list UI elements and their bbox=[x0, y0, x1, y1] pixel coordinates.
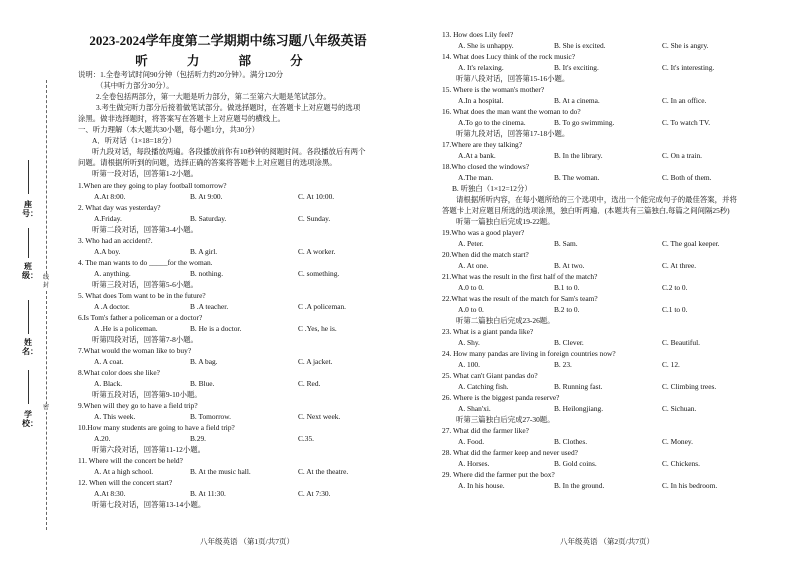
question-text: 5. What does Tom want to be in the future? bbox=[78, 291, 206, 300]
seat-number-line bbox=[28, 160, 29, 194]
answer-option[interactable]: B. At two. bbox=[554, 261, 585, 270]
instruction-line: 问题。请根据所听到的问题，选择正确的答案将答题卡上对应题目的选项涂黑。 bbox=[78, 158, 337, 167]
question-text: 13. How does Lily feel? bbox=[442, 30, 514, 39]
question-text: 19.Who was a good player? bbox=[442, 228, 525, 237]
answer-option[interactable]: B. nothing. bbox=[190, 269, 224, 278]
answer-option[interactable]: B. Running fast. bbox=[554, 382, 603, 391]
question-text: 27. What did the farmer like? bbox=[442, 426, 529, 435]
question-text: 1.When are they going to play football tomorrow? bbox=[78, 181, 227, 190]
answer-option[interactable]: B. In the ground. bbox=[554, 481, 605, 490]
cut-mark-secret: 密 bbox=[42, 405, 49, 411]
answer-option[interactable]: B. Saturday. bbox=[190, 214, 227, 223]
instruction-line: A．听对话（1×18=18分） bbox=[92, 136, 176, 145]
question-text: 7.What would the woman like to buy? bbox=[78, 346, 192, 355]
question-text: 24. How many pandas are living in foreign countries now? bbox=[442, 349, 616, 358]
answer-option[interactable]: A.At 8:00. bbox=[94, 192, 126, 201]
answer-option[interactable]: A.In a hospital. bbox=[458, 96, 504, 105]
answer-option[interactable]: A. A coat. bbox=[94, 357, 124, 366]
answer-option[interactable]: C. Climbing trees. bbox=[662, 382, 717, 391]
answer-option[interactable]: A. Shan'xi. bbox=[458, 404, 491, 413]
question-text: 3. Who had an accident?. bbox=[78, 236, 153, 245]
section-subtitle: 听 力 部 分 bbox=[135, 54, 321, 68]
exam-title: 2023-2024学年度第二学期期中练习题八年级英语 bbox=[89, 33, 367, 48]
answer-option[interactable]: C. A worker. bbox=[298, 247, 336, 256]
answer-option[interactable]: B. To go swimming. bbox=[554, 118, 615, 127]
question-text: 14. What does Lucy think of the rock music? bbox=[442, 52, 576, 61]
answer-option[interactable]: C. Money. bbox=[662, 437, 693, 446]
instruction-line: 听第一段对话，回答第1-2小题。 bbox=[92, 169, 198, 178]
answer-option[interactable]: A .He is a policeman. bbox=[94, 324, 158, 333]
answer-option[interactable]: C. Chickens. bbox=[662, 459, 700, 468]
question-text: 17.Where are they talking? bbox=[442, 140, 523, 149]
binding-margin bbox=[0, 0, 60, 564]
answer-option[interactable]: B. Clever. bbox=[554, 338, 584, 347]
section-note: 答题卡上对应题目所选的选项涂黑，独白听两遍．(本题共有三篇独白,每篇之间间隔25秒) bbox=[442, 206, 730, 215]
instruction-line: 2.全卷包括两部分，第一大题是听力部分，第二至第六大题是笔试部分。 bbox=[96, 92, 331, 101]
answer-option[interactable]: C. Sichuan. bbox=[662, 404, 697, 413]
answer-option[interactable]: B. At 11:30. bbox=[190, 489, 226, 498]
question-text: 29. Where did the farmer put the box? bbox=[442, 470, 555, 479]
answer-option[interactable]: A.0 to 0. bbox=[458, 283, 484, 292]
answer-option[interactable]: B. A bag. bbox=[190, 357, 218, 366]
section-note: 听第一篇独白后完成19-22题。 bbox=[456, 217, 555, 226]
answer-option[interactable]: B.29. bbox=[190, 434, 207, 443]
answer-option[interactable]: A. Shy. bbox=[458, 338, 480, 347]
cut-mark-seal-line: 线 bbox=[42, 275, 49, 281]
school-label: 学校： bbox=[22, 410, 38, 428]
answer-option[interactable]: A. Food. bbox=[458, 437, 485, 446]
answer-option[interactable]: C. A jacket. bbox=[298, 357, 333, 366]
answer-option[interactable]: C. To watch TV. bbox=[662, 118, 711, 127]
instruction-line: 听九段对话，每段播放两遍。各段播放前你有10秒钟的阅题时间。各段播放后有两个 bbox=[92, 147, 366, 156]
question-text: 28. What did the farmer keep and never used? bbox=[442, 448, 578, 457]
answer-option[interactable]: A.A boy. bbox=[94, 247, 121, 256]
answer-option[interactable]: B. Gold coins. bbox=[554, 459, 597, 468]
answer-option[interactable]: C. At three. bbox=[662, 261, 697, 270]
question-text: 4. The man wants to do _____for the woman. bbox=[78, 258, 213, 267]
answer-option[interactable]: A.The man. bbox=[458, 173, 494, 182]
answer-option[interactable]: B. In the library. bbox=[554, 151, 603, 160]
answer-option[interactable]: B. She is excited. bbox=[554, 41, 606, 50]
question-text: 22.What was the result of the match for Sam's team? bbox=[442, 294, 598, 303]
answer-option[interactable]: A. 100. bbox=[458, 360, 480, 369]
answer-option[interactable]: C. Next week. bbox=[298, 412, 341, 421]
answer-option[interactable]: A. anything. bbox=[94, 269, 131, 278]
answer-option[interactable]: B. At 9:00. bbox=[190, 192, 223, 201]
instruction-line: （其中听力部分30分）。 bbox=[96, 81, 174, 90]
answer-option[interactable]: C. Red. bbox=[298, 379, 321, 388]
answer-option[interactable]: B.1 to 0. bbox=[554, 283, 580, 292]
answer-option[interactable]: A. This week. bbox=[94, 412, 136, 421]
section-note: 听第二篇独白后完成23-26题。 bbox=[456, 316, 555, 325]
answer-option[interactable]: B. The woman. bbox=[554, 173, 600, 182]
answer-option[interactable]: A.Friday. bbox=[94, 214, 122, 223]
answer-option[interactable]: A.At a bank. bbox=[458, 151, 496, 160]
answer-option[interactable]: A. At a high school. bbox=[94, 467, 154, 476]
class-label: 班级： bbox=[22, 262, 38, 280]
school-line bbox=[28, 370, 29, 404]
answer-option[interactable]: B. Tomorrow. bbox=[190, 412, 231, 421]
seat-number-label: 座号： bbox=[22, 200, 38, 218]
answer-option[interactable]: A. At one. bbox=[458, 261, 489, 270]
answer-option[interactable]: A. In his house. bbox=[458, 481, 505, 490]
answer-option[interactable]: C. On a train. bbox=[662, 151, 703, 160]
question-text: 25. What can't Giant pandas do? bbox=[442, 371, 538, 380]
section-note: 听第八段对话，回答第15-16小题。 bbox=[456, 74, 570, 83]
answer-option[interactable]: C. Both of them. bbox=[662, 173, 712, 182]
answer-option[interactable]: C. At 10:00. bbox=[298, 192, 335, 201]
section-note: 听第四段对话，回答第7-8小题。 bbox=[92, 335, 198, 344]
instruction-line: 一、听力理解（本大题共30小题，每小题1分，共30分） bbox=[78, 125, 260, 134]
question-text: 2. What day was yesterday? bbox=[78, 203, 161, 212]
section-note: 听第六段对话，回答第11-12小题。 bbox=[92, 445, 206, 454]
answer-option[interactable]: A .A doctor. bbox=[94, 302, 130, 311]
answer-option[interactable]: A. It's relaxing. bbox=[458, 63, 504, 72]
answer-option[interactable]: B. 23. bbox=[554, 360, 572, 369]
answer-option[interactable]: B. Blue. bbox=[190, 379, 215, 388]
instruction-line: 涂黑。做非选择题时，将答案写在答题卡上对应题号的横线上。 bbox=[78, 114, 285, 123]
answer-option[interactable]: B. It's exciting. bbox=[554, 63, 599, 72]
answer-option[interactable]: C .A policeman. bbox=[298, 302, 347, 311]
page-footer-left: 八年级英语 （第1页/共7页） bbox=[200, 537, 294, 546]
section-note: B. 听独白（1×12=12分） bbox=[452, 184, 532, 193]
answer-option[interactable]: A. Catching fish. bbox=[458, 382, 509, 391]
question-text: 10.How many students are going to have a field trip? bbox=[78, 423, 235, 432]
question-text: 16. What does the man want the woman to do? bbox=[442, 107, 581, 116]
section-note: 听第九段对话，回答第17-18小题。 bbox=[456, 129, 570, 138]
answer-option[interactable]: A. Peter. bbox=[458, 239, 484, 248]
cut-line bbox=[46, 80, 47, 530]
answer-option[interactable]: C. Beautiful. bbox=[662, 338, 700, 347]
answer-option[interactable]: B.2 to 0. bbox=[554, 305, 580, 314]
question-text: 12. When will the concert start? bbox=[78, 478, 173, 487]
answer-option[interactable]: C .Yes, he is. bbox=[298, 324, 337, 333]
answer-option[interactable]: A.20. bbox=[94, 434, 111, 443]
answer-option[interactable]: B. He is a doctor. bbox=[190, 324, 242, 333]
question-text: 8.What color does she like? bbox=[78, 368, 160, 377]
answer-option[interactable]: A. Horses. bbox=[458, 459, 490, 468]
section-note: 听第三篇独白后完成27-30题。 bbox=[456, 415, 555, 424]
answer-option[interactable]: B. At the music hall. bbox=[190, 467, 251, 476]
answer-option[interactable]: A.To go to the cinema. bbox=[458, 118, 526, 127]
answer-option[interactable]: C. something. bbox=[298, 269, 340, 278]
answer-option[interactable]: C. At the theatre. bbox=[298, 467, 349, 476]
answer-option[interactable]: B. Clothes. bbox=[554, 437, 588, 446]
name-line bbox=[28, 300, 29, 334]
answer-option[interactable]: A. She is unhappy. bbox=[458, 41, 514, 50]
answer-option[interactable]: C. Sunday. bbox=[298, 214, 331, 223]
answer-option[interactable]: A.At 8:30. bbox=[94, 489, 126, 498]
section-note: 听第五段对话，回答第9-10小题。 bbox=[92, 390, 202, 399]
instruction-line: 说明：1.全卷考试时间90分钟（包括听力约20分钟）。满分120分 bbox=[78, 70, 284, 79]
question-text: 15. Where is the woman's mother? bbox=[442, 85, 545, 94]
section-note: 请根据所听内容，在每小题所给的三个选项中，选出一个能完成句子的最佳答案，并将 bbox=[456, 195, 737, 204]
question-text: 23. What is a giant panda like? bbox=[442, 327, 534, 336]
answer-option[interactable]: C.2 to 0. bbox=[662, 283, 688, 292]
answer-option[interactable]: B. Heilongjiang. bbox=[554, 404, 604, 413]
answer-option[interactable]: C. It's interesting. bbox=[662, 63, 715, 72]
question-text: 6.Is Tom's father a policeman or a doctor? bbox=[78, 313, 203, 322]
answer-option[interactable]: C. The goal keeper. bbox=[662, 239, 720, 248]
question-text: 11. Where will the concert be held? bbox=[78, 456, 183, 465]
answer-option[interactable]: A. Black. bbox=[94, 379, 123, 388]
answer-option[interactable]: C.1 to 0. bbox=[662, 305, 688, 314]
name-label: 姓名： bbox=[22, 338, 38, 356]
question-text: 9.When will they go to have a field trip? bbox=[78, 401, 198, 410]
instruction-line: 3.考生做完听力部分后接着做笔试部分。做选择题时，在答题卡上对应题号的选项 bbox=[96, 103, 361, 112]
cut-mark-seal: 封 bbox=[42, 283, 49, 289]
section-note: 听第二段对话，回答第3-4小题。 bbox=[92, 225, 198, 234]
section-note: 听第七段对话，回答第13-14小题。 bbox=[92, 500, 206, 509]
answer-option[interactable]: C. In an office. bbox=[662, 96, 707, 105]
answer-option[interactable]: C. 12. bbox=[662, 360, 680, 369]
answer-option[interactable]: C.35. bbox=[298, 434, 315, 443]
section-note: 听第三段对话，回答第5-6小题。 bbox=[92, 280, 198, 289]
question-text: 20.When did the match start? bbox=[442, 250, 529, 259]
class-line bbox=[28, 228, 29, 258]
answer-option[interactable]: B .A teacher. bbox=[190, 302, 229, 311]
question-text: 26. Where is the biggest panda reserve? bbox=[442, 393, 560, 402]
answer-option[interactable]: B. A girl. bbox=[190, 247, 218, 256]
answer-option[interactable]: C. In his bedroom. bbox=[662, 481, 718, 490]
answer-option[interactable]: B. At a cinema. bbox=[554, 96, 600, 105]
question-text: 18.Who closed the windows? bbox=[442, 162, 530, 171]
page-footer-right: 八年级英语 （第2页/共7页） bbox=[560, 537, 654, 546]
answer-option[interactable]: C. She is angry. bbox=[662, 41, 709, 50]
question-text: 21.What was the result in the first half of the match? bbox=[442, 272, 598, 281]
answer-option[interactable]: C. At 7:30. bbox=[298, 489, 331, 498]
answer-option[interactable]: B. Sam. bbox=[554, 239, 578, 248]
answer-option[interactable]: A.0 to 0. bbox=[458, 305, 484, 314]
